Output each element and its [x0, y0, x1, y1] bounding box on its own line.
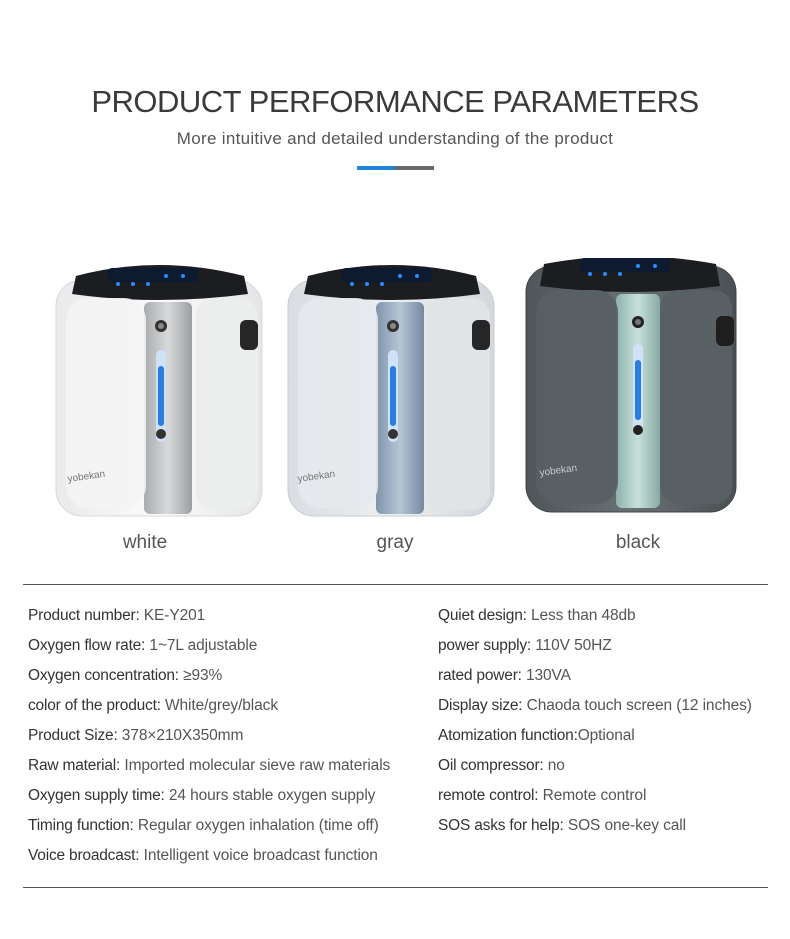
spec-row [438, 695, 752, 725]
spec-row [438, 725, 752, 755]
spec-value: SOS one-key call [563, 817, 686, 834]
spec-value: Chaoda touch screen (12 inches) [522, 697, 752, 714]
spec-row [28, 785, 390, 815]
spec-key: Product Size: [28, 727, 118, 744]
spec-value: KE-Y201 [139, 607, 206, 624]
spec-row [28, 845, 390, 875]
spec-value: White/grey/black [160, 697, 278, 714]
spec-key: Raw material: [28, 757, 121, 774]
color-label-white: white [122, 532, 168, 553]
spec-value: 110V 50HZ [531, 637, 612, 654]
color-label-gray: gray [376, 532, 414, 553]
accent-blue-segment [357, 166, 395, 170]
divider-bottom [23, 887, 768, 888]
spec-value: 130VA [521, 667, 571, 684]
spec-row [28, 635, 390, 665]
spec-value: no [543, 757, 565, 774]
oxygen-concentrator-white-illustration [48, 258, 268, 520]
spec-key: Oxygen flow rate: [28, 637, 146, 654]
spec-value: Optional [577, 727, 635, 744]
spec-value: Remote control [538, 787, 647, 804]
spec-key: Oxygen concentration: [28, 667, 179, 684]
divider-top [23, 584, 768, 585]
spec-key: Voice broadcast: [28, 847, 140, 864]
spec-value: 1~7L adjustable [145, 637, 258, 654]
spec-list-left [28, 605, 390, 875]
spec-row [28, 755, 390, 785]
oxygen-concentrator-black-illustration [520, 258, 740, 520]
spec-key: Oil compressor: [438, 757, 544, 774]
svg-text:yobekan: yobekan [66, 468, 106, 485]
spec-row [438, 785, 752, 815]
spec-key: SOS asks for help: [438, 817, 564, 834]
spec-row [28, 815, 390, 845]
spec-key: Oxygen supply time: [28, 787, 165, 804]
product-image-white [48, 258, 268, 520]
page-subtitle: More intuitive and detailed understanding of the product [176, 129, 614, 148]
spec-key: rated power: [438, 667, 522, 684]
spec-key: color of the product: [28, 697, 161, 714]
spec-value: 378×210X350mm [117, 727, 244, 744]
spec-row [438, 635, 752, 665]
spec-row [28, 725, 390, 755]
spec-row [28, 695, 390, 725]
spec-key: Product number: [28, 607, 140, 624]
spec-row [438, 605, 752, 635]
spec-key: Quiet design: [438, 607, 527, 624]
product-image-black [520, 258, 740, 520]
spec-value: Imported molecular sieve raw materials [120, 757, 391, 774]
svg-text:yobekan: yobekan [538, 462, 578, 479]
title-accent-bar [357, 166, 434, 170]
product-image-gray [282, 258, 502, 520]
spec-key: Timing function: [28, 817, 134, 834]
page-title: PRODUCT PERFORMANCE PARAMETERS [91, 84, 699, 119]
spec-value: Regular oxygen inhalation (time off) [133, 817, 379, 834]
svg-text:yobekan: yobekan [296, 468, 336, 485]
accent-gray-segment [395, 166, 434, 170]
spec-key: remote control: [438, 787, 539, 804]
spec-key: Display size: [438, 697, 523, 714]
spec-list-right [438, 605, 752, 845]
spec-row [438, 755, 752, 785]
spec-row [438, 815, 752, 845]
spec-row [438, 665, 752, 695]
spec-key: Atomization function: [438, 727, 578, 744]
spec-value: 24 hours stable oxygen supply [164, 787, 376, 804]
color-label-black: black [615, 532, 661, 553]
spec-value: Less than 48db [526, 607, 636, 624]
spec-value: Intelligent voice broadcast function [139, 847, 378, 864]
spec-row [28, 665, 390, 695]
spec-key: power supply: [438, 637, 532, 654]
oxygen-concentrator-gray-illustration [282, 258, 502, 520]
spec-value: ≥93% [178, 667, 223, 684]
spec-row [28, 605, 390, 635]
